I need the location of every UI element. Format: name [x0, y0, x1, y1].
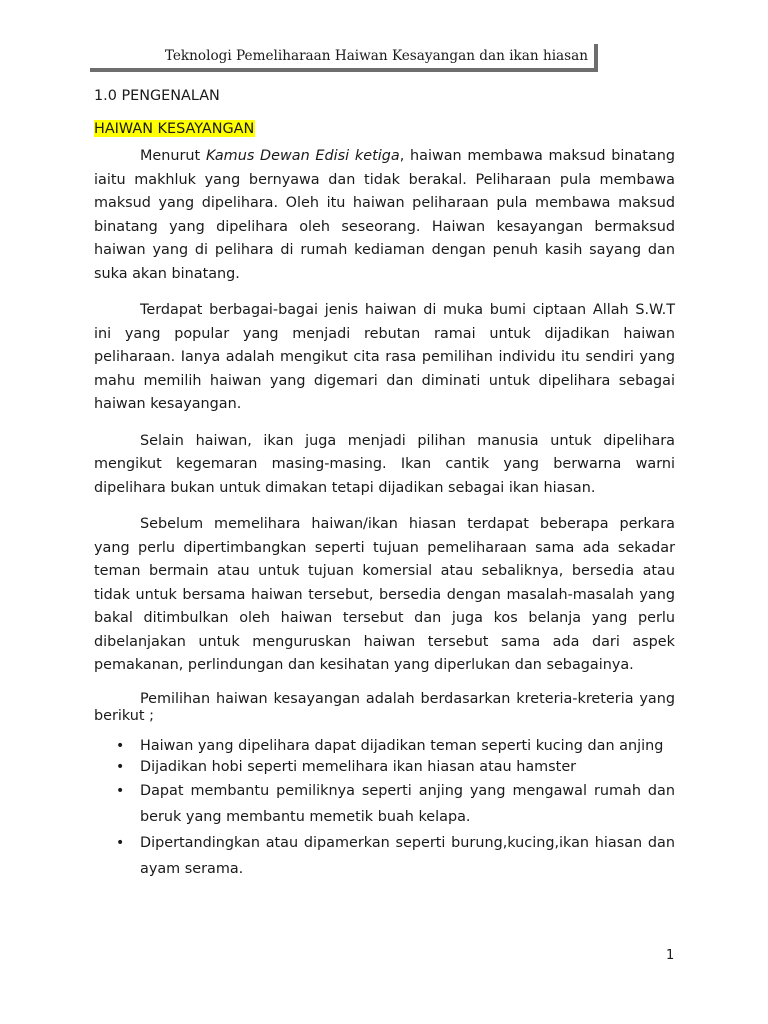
bullet-icon: • — [116, 834, 125, 851]
list-item — [94, 735, 675, 758]
criteria-list — [94, 735, 675, 882]
bullet-icon: • — [116, 758, 125, 775]
list-item-text: Dapat membantu pemiliknya seperti anjing yang mengawal rumah dan beruk yang membantu memetik buah kelapa. — [140, 782, 675, 825]
paragraph-definition — [94, 145, 675, 286]
sub-heading — [94, 119, 675, 139]
list-item — [94, 830, 675, 882]
bullet-icon: • — [116, 782, 125, 799]
header-corner-tick — [594, 44, 598, 72]
dictionary-citation: Kamus Dewan Edisi ketiga — [205, 148, 400, 164]
paragraph-criteria-intro: Pemilihan haiwan kesayangan adalah berdasarkan kreteria-kreteria yang berikut ; — [94, 690, 675, 724]
list-item-text: Dipertandingkan atau dipamerkan seperti burung,kucing,ikan hiasan dan ayam serama. — [140, 834, 675, 877]
list-item-text: Haiwan yang dipelihara dapat dijadikan teman seperti kucing dan anjing — [140, 737, 664, 754]
paragraph-fish: Selain haiwan, ikan juga menjadi pilihan manusia untuk dipelihara mengikut kegemaran masing-masing. Ikan cantik yang berwarna warni dipelihara bukan untuk dimakan tetapi dijadikan sebagai ikan hiasan. — [94, 432, 675, 496]
header-rule — [90, 68, 598, 72]
bullet-icon: • — [116, 737, 125, 754]
page-header — [90, 44, 598, 72]
list-item — [94, 778, 675, 830]
list-item — [94, 758, 675, 776]
sub-heading-highlight: HAIWAN KESAYANGAN — [94, 121, 255, 137]
paragraph-types: Terdapat berbagai-bagai jenis haiwan di muka bumi ciptaan Allah S.W.T ini yang popular yang menjadi rebutan ramai untuk dijadikan haiwan peliharaan. Ianya adalah mengikut cita rasa pemilihan individu itu sendiri yang mahu memilih haiwan yang digemari dan diminati untuk dipelihara sebagai haiwan kesayangan. — [94, 302, 675, 412]
paragraph-definition-lead: Menurut — [140, 148, 206, 164]
header-title: Teknologi Pemeliharaan Haiwan Kesayangan dan ikan hiasan — [164, 48, 588, 64]
list-item-text: Dijadikan hobi seperti memelihara ikan hiasan atau hamster — [140, 758, 577, 775]
section-heading: 1.0 PENGENALAN — [94, 88, 220, 104]
document-body — [94, 86, 675, 882]
paragraph-definition-body: , haiwan membawa maksud binatang iaitu makhluk yang bernyawa dan tidak berakal. Peliharaan pula membawa maksud yang dipelihara. Oleh itu haiwan peliharaan pula membawa maksud binatang yang dipelihara oleh seseorang. Haiwan kesayangan bermaksud haiwan yang di pelihara di rumah kediaman dengan penuh kasih sayang dan suka akan binatang. — [94, 148, 676, 282]
page-number: 1 — [666, 948, 675, 963]
paragraph-considerations: Sebelum memelihara haiwan/ikan hiasan terdapat beberapa perkara yang perlu dipertimbangkan seperti tujuan pemeliharaan sama ada sekadar teman bermain atau untuk tujuan komersial atau sebaliknya, bersedia atau tidak untuk bersama haiwan tersebut, bersedia dengan masalah-masalah yang bakal ditimbulkan oleh haiwan tersebut dan juga kos belanja yang perlu dibelanjakan untuk menguruskan haiwan tersebut sama ada dari aspek pemakanan, perlindungan dan kesihatan yang diperlukan dan sebagainya. — [94, 516, 675, 673]
